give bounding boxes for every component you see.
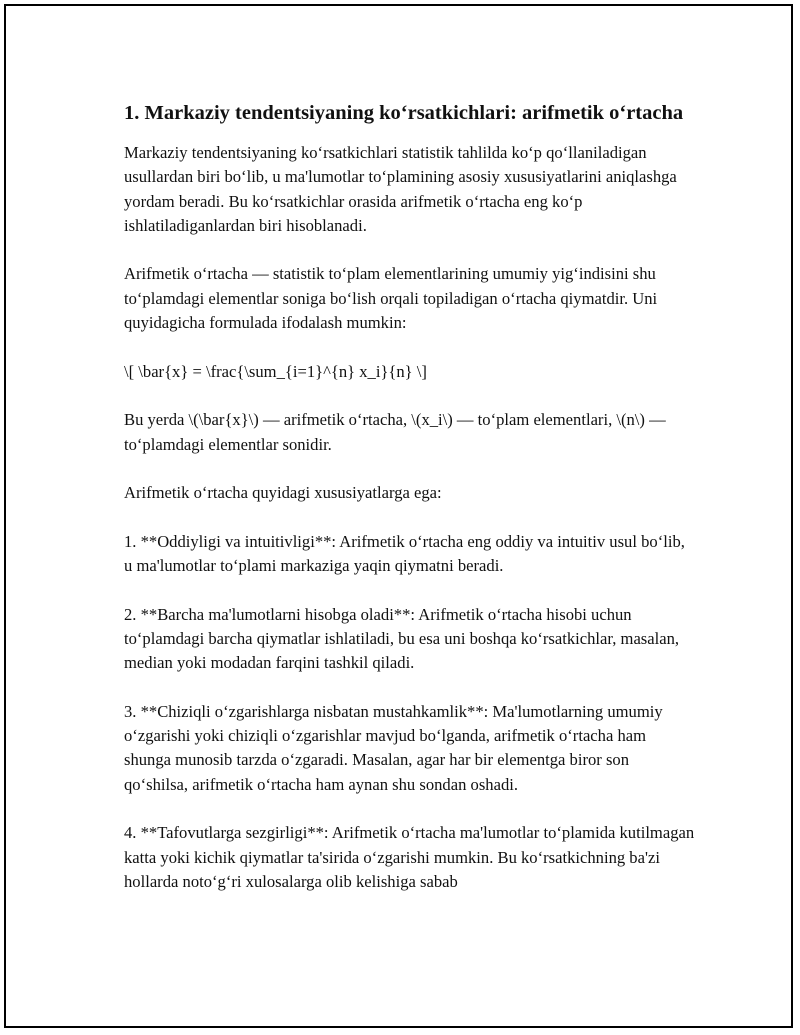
property-item-4: 4. **Tafovutlarga sezgirligi**: Arifmetik o‘rtacha ma'lumotlar to‘plamida kutilmagan katta yoki kichik qiymatlar ta'sirida o‘zgarishi mumkin. Bu ko‘rsatkichning ba'zi hollarda noto‘g‘ri xulosalarga olib kelishiga sabab <box>124 823 695 891</box>
property-item-2: 2. **Barcha ma'lumotlarni hisobga oladi**: Arifmetik o‘rtacha hisobi uchun to‘plamdagi barcha qiymatlar ishlatiladi, bu esa uni boshqa ko‘rsatkichlar, masalan, median yoki modadan farqini tashkil qiladi. <box>124 604 680 673</box>
page-frame <box>4 4 793 1028</box>
paragraph-properties-intro: Arifmetik o‘rtacha quyidagi xususiyatlarga ega: <box>124 483 442 503</box>
property-item-3: 3. **Chiziqli o‘zgarishlarga nisbatan mustahkamlik**: Ma'lumotlarning umumiy o‘zgarishi yoki chiziqli o‘zgarishlar mavjud bo‘lganda, arifmetik o‘rtacha ham shunga munosib tarzda o‘zgaradi. Masalan, agar har bir elementga biror son qo‘shilsa, arifmetik o‘rtacha ham aynan shu sondan oshadi. <box>124 701 663 794</box>
document-body <box>124 99 696 894</box>
property-item-1: 1. **Oddiyligi va intuitivligi**: Arifmetik o‘rtacha eng oddiy va intuitiv usul bo‘lib, u ma'lumotlar to‘plami markaziga yaqin qiymatni beradi. <box>124 531 685 576</box>
paragraph-notation: Bu yerda \(\bar{x}\) — arifmetik o‘rtacha, \(x_i\) — to‘plam elementlari, \(n\) — to‘plamdagi elementlar sonidir. <box>124 410 666 454</box>
paragraph-intro: Markaziy tendentsiyaning ko‘rsatkichlari statistik tahlilda ko‘p qo‘llaniladigan usullardan biri bo‘lib, u ma'lumotlar to‘plamining asosiy xususiyatlarini aniqlashga yordam beradi. Bu ko‘rsatkichlar orasida arifmetik o‘rtacha eng ko‘p ishlatiladiganlardan biri hisoblanadi. <box>124 143 677 235</box>
document-title: 1. Markaziy tendentsiyaning ko‘rsatkichlari: arifmetik o‘rtacha <box>124 102 684 124</box>
paragraph-definition: Arifmetik o‘rtacha — statistik to‘plam elementlarining umumiy yig‘indisini shu to‘plamdagi elementlar soniga bo‘lish orqali topiladigan o‘rtacha qiymatdir. Uni quyidagicha formulada ifodalash mumkin: <box>124 264 658 333</box>
formula-line: \[ \bar{x} = \frac{\sum_{i=1}^{n} x_i}{n} \] <box>124 361 427 381</box>
